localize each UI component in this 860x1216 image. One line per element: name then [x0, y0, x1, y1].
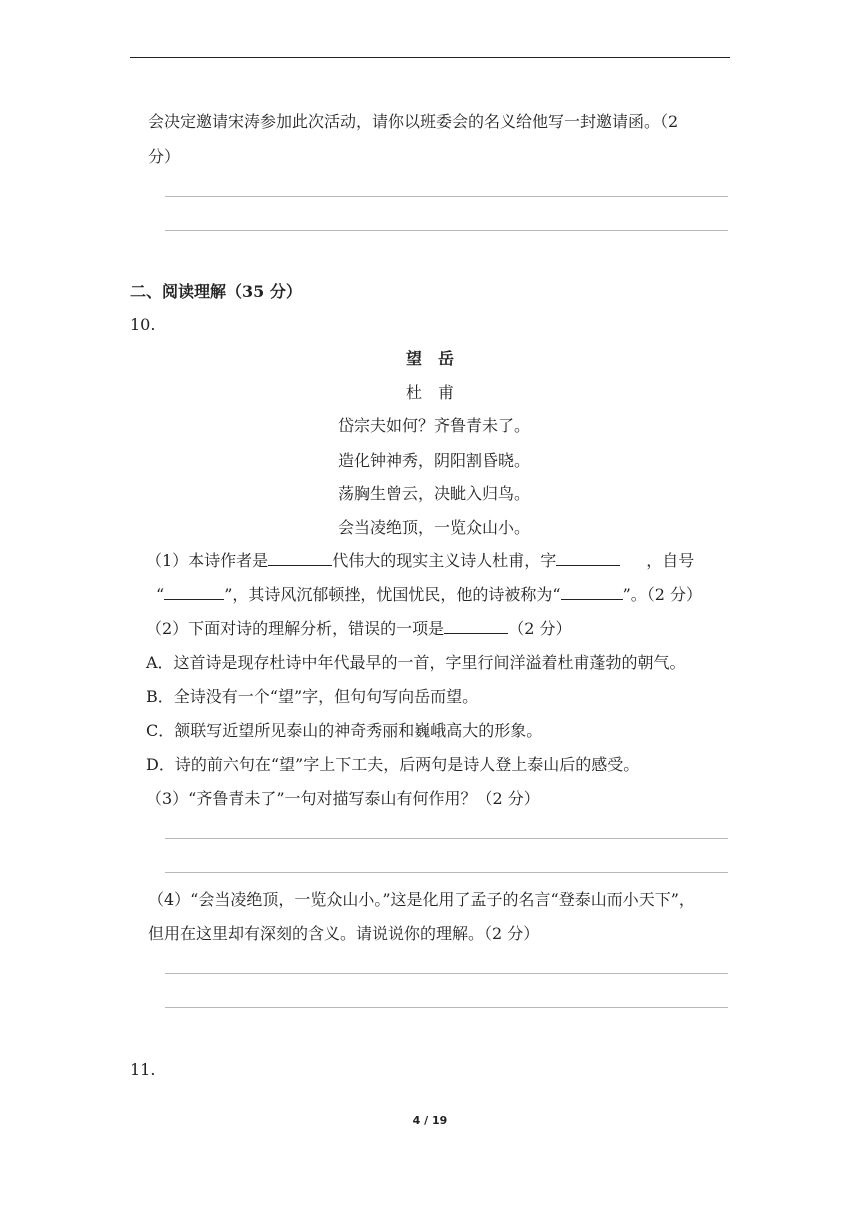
- poem-author: 杜 甫: [405, 383, 454, 402]
- fill-blank-choice[interactable]: [444, 619, 508, 634]
- poem-line: 会当凌绝顶，一览众山小。: [338, 518, 531, 537]
- subquestion-1-text: “: [156, 585, 165, 604]
- subquestion-1-text: ”，其诗风沉郁顿挫，忧国忧民，他的诗被称为“: [224, 585, 561, 604]
- poem-line: 造化钟神秀，阴阳割昏晓。: [338, 451, 531, 470]
- subquestion-2-text: （2 分）: [508, 619, 572, 638]
- fill-blank-dynasty[interactable]: [268, 551, 332, 566]
- subquestion-4-line-2: 但用在这里却有深刻的含义。请说说你的理解。（2 分）: [148, 924, 540, 943]
- subquestion-3-stem: （3）“齐鲁青未了”一句对描写泰山有何作用？（2 分）: [146, 789, 540, 808]
- subquestion-1-text: ”。（2 分）: [622, 585, 703, 604]
- subquestion-1-text: ，自号: [646, 551, 695, 570]
- poem-line: 荡胸生曾云，决眦入归鸟。: [338, 484, 531, 503]
- answer-line[interactable]: [165, 872, 728, 873]
- answer-line[interactable]: [165, 838, 728, 839]
- question-number-10: 10.: [130, 315, 156, 334]
- fill-blank-poetry-title[interactable]: [561, 585, 623, 600]
- section-heading: 二、阅读理解（35 分）: [130, 282, 302, 301]
- option-b: B．全诗没有一个“望”字，但句句写向岳而望。: [146, 687, 479, 706]
- answer-line[interactable]: [165, 230, 728, 231]
- poem-line: 岱宗夫如何？齐鲁青未了。: [338, 416, 531, 435]
- answer-line[interactable]: [165, 973, 728, 974]
- subquestion-2-text: （2）下面对诗的理解分析，错误的一项是: [146, 619, 445, 638]
- answer-line[interactable]: [165, 1007, 728, 1008]
- subquestion-1-text: （1）本诗作者是: [146, 551, 269, 570]
- option-a: A．这首诗是现存杜诗中年代最早的一首，字里行间洋溢着杜甫蓬勃的朝气。: [146, 653, 686, 672]
- subquestion-1-text: 代伟大的现实主义诗人杜甫，字: [332, 551, 557, 570]
- option-c: C．颔联写近望所见泰山的神奇秀丽和巍峨高大的形象。: [146, 721, 543, 740]
- subquestion-1-line-1: [146, 551, 694, 571]
- page-number: 4 / 19: [412, 1114, 448, 1127]
- intro-line-1: 会决定邀请宋涛参加此次活动，请你以班委会的名义给他写一封邀请函。（2: [148, 112, 679, 131]
- intro-line-2: 分）: [148, 147, 181, 166]
- fill-blank-art-name[interactable]: [164, 585, 224, 600]
- option-d: D．诗的前六句在“望”字上下工夫，后两句是诗人登上泰山后的感受。: [146, 755, 640, 774]
- fill-blank-courtesy-name[interactable]: [556, 551, 620, 566]
- subquestion-4-line-1: （4）“会当凌绝顶，一览众山小。”这是化用了孟子的名言“登泰山而小天下”，: [148, 890, 695, 909]
- answer-line[interactable]: [165, 196, 728, 197]
- question-number-11: 11.: [130, 1060, 156, 1079]
- subquestion-1-line-2: [156, 585, 702, 605]
- header-rule: [130, 57, 730, 58]
- poem-title: 望 岳: [405, 349, 454, 368]
- subquestion-2-stem: [146, 619, 571, 639]
